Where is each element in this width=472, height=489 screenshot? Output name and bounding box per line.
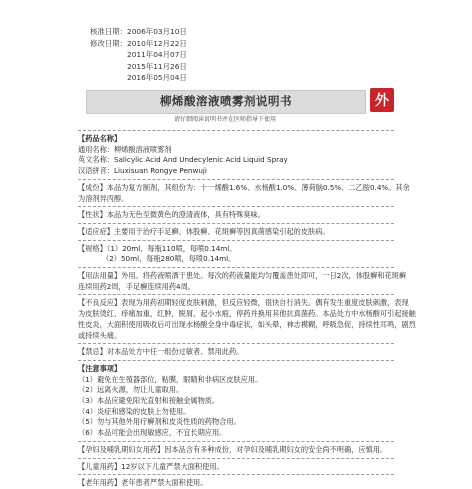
date-row bbox=[89, 38, 187, 50]
divider bbox=[78, 179, 394, 180]
divider bbox=[78, 223, 394, 224]
divider bbox=[78, 343, 394, 344]
date-value: 2016年05月04日 bbox=[127, 73, 187, 83]
text-line: 汉语拼音：Liuxisuan Rongye Penwuji bbox=[78, 166, 207, 176]
date-value: 2011年04月07日 bbox=[127, 50, 187, 60]
date-label bbox=[89, 72, 127, 84]
date-row bbox=[89, 61, 187, 73]
date-value: 2015年11月26日 bbox=[127, 61, 187, 71]
text-line: （3）本品应避免阳光直射和接触金属物质。 bbox=[78, 396, 220, 406]
text-line: 【适应症】主要用于治疗手足癣、体股癣、花斑癣等因真菌感染引起的皮肤病。 bbox=[78, 226, 330, 236]
date-label: 修改日期： bbox=[90, 38, 127, 48]
divider bbox=[78, 130, 394, 131]
date-label bbox=[89, 61, 127, 73]
divider bbox=[78, 267, 394, 268]
instructions-body bbox=[78, 128, 416, 489]
text-line: 【性状】本品为无色至微黄色的澄清液体，具有特殊臭味。 bbox=[78, 210, 265, 220]
title-bar bbox=[86, 90, 366, 114]
divider bbox=[78, 240, 394, 241]
section-heading: 【药品名称】 bbox=[78, 134, 122, 143]
text-line: （2）远离火源，勿让儿童取用。 bbox=[78, 385, 184, 395]
text-line: 【禁忌】对本品处方中任一组份过敏者、禁用此药。 bbox=[78, 347, 244, 357]
text-line: 【不良反应】表现为用药初期轻度皮肤刺激，但反应轻微，很快自行消失。偶有发生重度皮肤刺激，表现 bbox=[78, 298, 409, 308]
date-row bbox=[89, 72, 187, 84]
divider bbox=[78, 441, 394, 442]
text-line: （5）勿与其他外用疗癣剂和皮炎性质的药物合用。 bbox=[78, 417, 241, 427]
text-line: 或持续头痛。 bbox=[78, 330, 122, 340]
date-row bbox=[89, 26, 187, 38]
text-line: 【老年用药】老年患者严禁大面积使用。 bbox=[78, 478, 208, 488]
text-line: 连续用药2周，手足癣连续用药4周。 bbox=[78, 281, 195, 291]
text-line: （1）避免在生殖器部位，粘膜，眼睛和非病区皮肤应用。 bbox=[78, 374, 263, 384]
date-value: 2006年03月10日 bbox=[127, 27, 187, 36]
divider bbox=[78, 458, 394, 459]
text-line: （4）炎症和感染的皮肤上勿使用。 bbox=[78, 406, 191, 416]
text-line: 为溶剂异丙醇。 bbox=[78, 193, 129, 203]
approval-dates bbox=[89, 26, 187, 84]
date-row bbox=[89, 49, 187, 61]
divider bbox=[78, 206, 394, 207]
section-heading: 【注意事项】 bbox=[78, 363, 122, 373]
date-value: 2010年12月22日 bbox=[127, 38, 187, 48]
text-line: 英文名称：Salicylic Acid And Undecylenic Acid Liquid Spray bbox=[78, 155, 288, 165]
document-subtitle: 请仔细阅读说明书并在医师指导下使用 bbox=[173, 116, 276, 123]
date-label: 核准日期： bbox=[90, 27, 127, 36]
external-use-badge: 外 bbox=[370, 88, 394, 112]
divider bbox=[78, 474, 394, 475]
divider bbox=[78, 360, 394, 361]
text-line: 通用名称：柳烯酸溶液喷雾剂 bbox=[78, 144, 172, 154]
text-line: 【孕妇及哺乳期妇女用药】因本品含有多种成份，对孕妇及哺乳期妇女的安全尚不明确，应慎用。 bbox=[78, 444, 388, 454]
text-line: 【规格】（1）20ml，每瓶110喷，每喷0.14ml。 bbox=[78, 243, 237, 253]
text-line: 【成份】本品为复方制剂，其组份为：十一烯酸1.6%、水杨酸1.0%、薄荷脑0.5%、二乙胺0.4%。其余 bbox=[78, 182, 410, 192]
date-label bbox=[89, 49, 127, 61]
text-line: 性皮炎，大面积使用吸收后可出现水杨酸全身中毒症状，如头晕，神志模糊，呼吸急促，持续性耳鸣，剧烈 bbox=[78, 319, 416, 329]
text-line: 为皮肤烫红、痒痛加重，红肿，脱屑，起小水疱，停药并换用其他抗真菌药。本品处方中水杨酸可引起接触 bbox=[78, 309, 416, 319]
text-line: （6）本品可能会出现敏感应，不宜长期应用。 bbox=[78, 428, 227, 438]
text-line: 【用法用量】外用。将药液喷洒于患处。每次的药液量能均匀覆盖患处即可，一日2次，体股癣和花斑癣 bbox=[78, 271, 407, 281]
document-title: 柳烯酸溶液喷雾剂说明书 bbox=[160, 94, 292, 108]
text-line: （2）50ml，每瓶280喷，每喷0.14ml。 bbox=[102, 254, 236, 264]
divider bbox=[78, 294, 394, 295]
text-line: 【儿童用药】12岁以下儿童严禁大面积使用。 bbox=[78, 461, 224, 471]
